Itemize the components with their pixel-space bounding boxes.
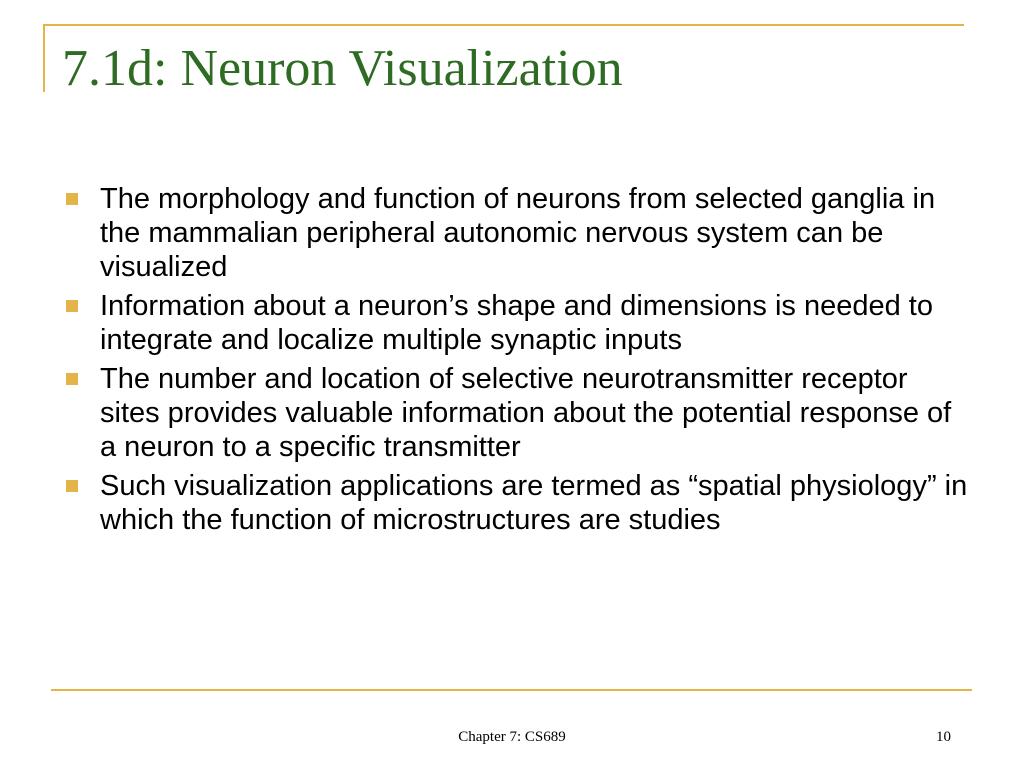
- slide-title: 7.1d: Neuron Visualization: [62, 40, 623, 97]
- bullet-text: The number and location of selective neurotransmitter receptor sites provides valuable information about the potential response of a neuron to a specific transmitter: [100, 363, 952, 463]
- bullet-text: Such visualization applications are termed as “spatial physiology” in which the function of microstructures are studies: [100, 470, 968, 536]
- square-bullet-icon: [66, 373, 78, 385]
- square-bullet-icon: [66, 300, 78, 312]
- bullet-item: [62, 289, 972, 357]
- footer-divider: [51, 689, 972, 691]
- bullet-item: [62, 182, 972, 284]
- footer-chapter-label: Chapter 7: CS689: [458, 729, 566, 745]
- bullet-text: Information about a neuron’s shape and dimensions is needed to integrate and localize multiple synaptic inputs: [100, 290, 933, 356]
- bullet-item: [62, 469, 972, 537]
- page-number: 10: [936, 729, 951, 745]
- bullet-text: The morphology and function of neurons from selected ganglia in the mammalian peripheral autonomic nervous system can be visualized: [100, 183, 936, 283]
- title-frame-top-line: [43, 24, 964, 26]
- bullet-list: [62, 182, 972, 542]
- bullet-item: [62, 362, 972, 464]
- title-frame-left-line: [43, 24, 45, 92]
- square-bullet-icon: [66, 193, 78, 205]
- square-bullet-icon: [66, 480, 78, 492]
